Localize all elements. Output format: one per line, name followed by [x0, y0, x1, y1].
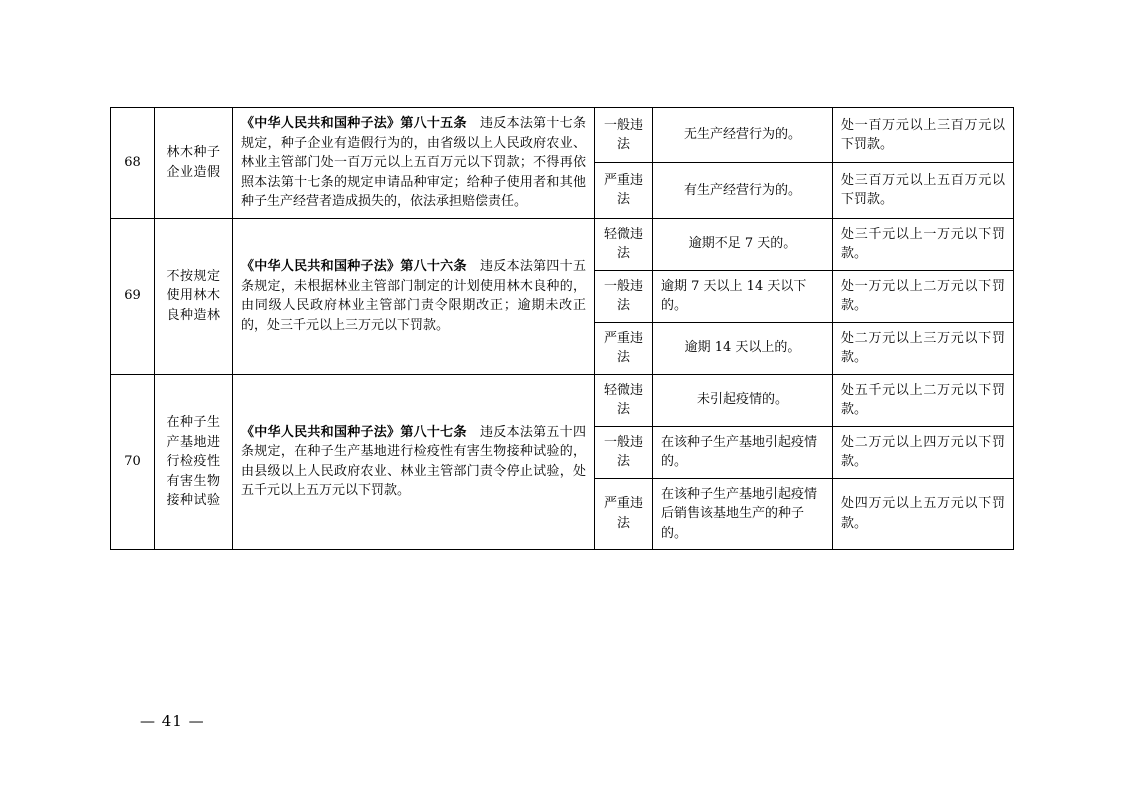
severity-level: 轻微违法 — [595, 374, 653, 426]
penalty-amount: 处二万元以上四万元以下罚款。 — [833, 426, 1014, 478]
table-row — [111, 374, 1014, 426]
law-text: 违反本法第四十五条规定，未根据林业主管部门制定的计划使用林木良种的，由同级人民政府林业主管部门责令限期改正；逾期未改正的，处三千元以上三万元以下罚款。 — [241, 259, 586, 333]
severity-level: 一般违法 — [595, 108, 653, 163]
case-description: 未引起疫情的。 — [653, 374, 833, 426]
legal-basis — [233, 218, 595, 374]
case-description: 在该种子生产基地引起疫情后销售该基地生产的种子的。 — [653, 478, 833, 550]
law-text: 违反本法第十七条规定，种子企业有造假行为的，由省级以上人民政府农业、林业主管部门处一百万元以上五百万元以下罚款；不得再依照本法第十七条的规定申请品种审定；给种子使用者和其他种子生产经营者造成损失的，依法承担赔偿责任。 — [241, 116, 586, 209]
legal-basis — [233, 374, 595, 550]
row-number: 70 — [111, 374, 155, 550]
penalty-amount: 处一万元以上二万元以下罚款。 — [833, 270, 1014, 322]
penalty-amount: 处三百万元以上五百万元以下罚款。 — [833, 163, 1014, 218]
violation-name: 林木种子企业造假 — [155, 108, 233, 219]
law-text: 违反本法第五十四条规定，在种子生产基地进行检疫性有害生物接种试验的，由县级以上人民政府农业、林业主管部门责令停止试验，处五千元以上五万元以下罚款。 — [241, 424, 586, 499]
table-row — [111, 218, 1014, 270]
severity-level: 一般违法 — [595, 270, 653, 322]
case-description: 在该种子生产基地引起疫情的。 — [653, 426, 833, 478]
penalty-discretion-table — [110, 107, 1014, 550]
page-number: — 41 — — [140, 712, 205, 730]
penalty-amount: 处四万元以上五万元以下罚款。 — [833, 478, 1014, 550]
severity-level: 轻微违法 — [595, 218, 653, 270]
case-description: 逾期 14 天以上的。 — [653, 322, 833, 374]
severity-level: 严重违法 — [595, 478, 653, 550]
law-title: 《中华人民共和国种子法》第八十六条 — [241, 259, 467, 274]
case-description: 无生产经营行为的。 — [653, 108, 833, 163]
severity-level: 一般违法 — [595, 426, 653, 478]
penalty-amount: 处一百万元以上三百万元以下罚款。 — [833, 108, 1014, 163]
penalty-amount: 处三千元以上一万元以下罚款。 — [833, 218, 1014, 270]
law-title: 《中华人民共和国种子法》第八十七条 — [241, 424, 467, 440]
case-description: 有生产经营行为的。 — [653, 163, 833, 218]
penalty-amount: 处五千元以上二万元以下罚款。 — [833, 374, 1014, 426]
row-number: 69 — [111, 218, 155, 374]
severity-level: 严重违法 — [595, 163, 653, 218]
table-row — [111, 108, 1014, 163]
legal-basis — [233, 108, 595, 219]
violation-name: 不按规定使用林木良种造林 — [155, 218, 233, 374]
violation-name: 在种子生产基地进行检疫性有害生物接种试验 — [155, 374, 233, 550]
severity-level: 严重违法 — [595, 322, 653, 374]
case-description: 逾期不足 7 天的。 — [653, 218, 833, 270]
row-number: 68 — [111, 108, 155, 219]
case-description: 逾期 7 天以上 14 天以下的。 — [653, 270, 833, 322]
law-title: 《中华人民共和国种子法》第八十五条 — [241, 116, 467, 131]
penalty-amount: 处二万元以上三万元以下罚款。 — [833, 322, 1014, 374]
